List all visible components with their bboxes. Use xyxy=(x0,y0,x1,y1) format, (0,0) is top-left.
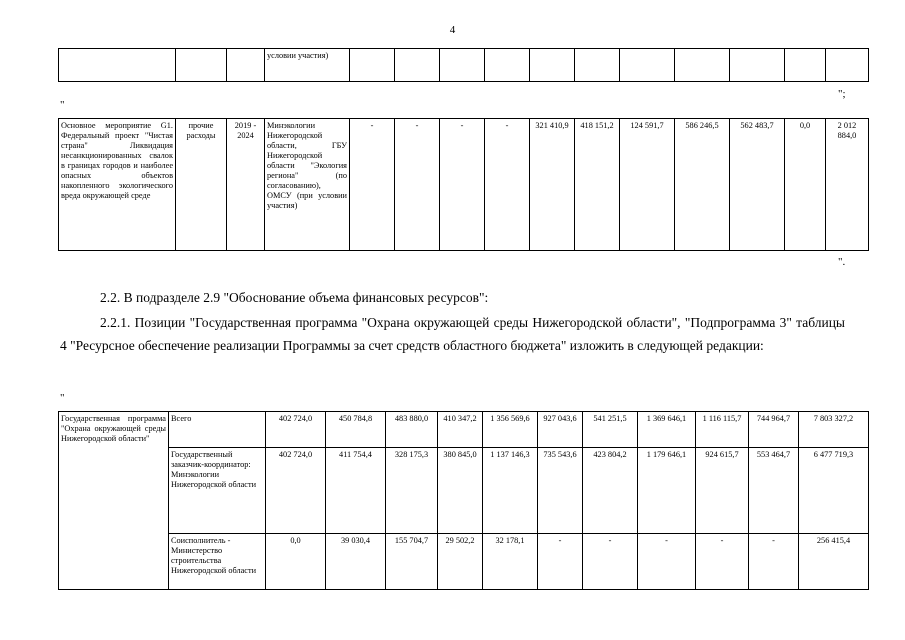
finance-value: 328 175,3 xyxy=(386,448,438,534)
finance-table xyxy=(58,411,869,590)
top-table-fragment xyxy=(58,48,869,82)
finance-value: 1 179 646,1 xyxy=(638,448,696,534)
finance-value: - xyxy=(638,534,696,590)
finance-row xyxy=(59,412,869,448)
activity-value: 586 246,5 xyxy=(675,119,730,251)
finance-value: 541 251,5 xyxy=(583,412,638,448)
finance-value: 39 030,4 xyxy=(326,534,386,590)
activity-value: 0,0 xyxy=(785,119,826,251)
activity-value: 562 483,7 xyxy=(730,119,785,251)
page-number: 4 xyxy=(449,24,456,36)
activity-executor: Минэкологии Нижегородской области, ГБУ Нижегородской области "Экология региона" (по согласованию), ОМСУ (при условии участия) xyxy=(265,119,350,251)
finance-value: 410 347,2 xyxy=(438,412,483,448)
finance-value: 155 704,7 xyxy=(386,534,438,590)
finance-row xyxy=(59,534,869,590)
activity-value: 124 591,7 xyxy=(620,119,675,251)
quote-close-2: ". xyxy=(838,256,846,268)
finance-value: 1 137 146,3 xyxy=(483,448,538,534)
activity-period: 2019 - 2024 xyxy=(227,119,265,251)
activity-value: - xyxy=(395,119,440,251)
finance-value: 1 116 115,7 xyxy=(696,412,749,448)
top-cell-expense xyxy=(176,49,227,82)
activity-table xyxy=(58,118,869,251)
finance-value: - xyxy=(696,534,749,590)
activity-value: 418 151,2 xyxy=(575,119,620,251)
finance-value: 402 724,0 xyxy=(266,412,326,448)
program-name: Государственная программа "Охрана окружающей среды Нижегородской области" xyxy=(59,412,169,590)
finance-value: 256 415,4 xyxy=(799,534,869,590)
finance-value: 1 356 569,6 xyxy=(483,412,538,448)
finance-value: 927 043,6 xyxy=(538,412,583,448)
finance-value: 735 543,6 xyxy=(538,448,583,534)
finance-value: 29 502,2 xyxy=(438,534,483,590)
finance-value: 924 615,7 xyxy=(696,448,749,534)
finance-value: 553 464,7 xyxy=(749,448,799,534)
row-label: Соисполнитель - Министерство строительства Нижегородской области xyxy=(169,534,266,590)
quote-close-1: "; xyxy=(838,88,846,100)
top-cell-executor: условии участия) xyxy=(265,49,350,82)
quote-open-2: " xyxy=(60,392,65,404)
finance-value: 7 803 327,2 xyxy=(799,412,869,448)
finance-value: 380 845,0 xyxy=(438,448,483,534)
finance-value: - xyxy=(538,534,583,590)
activity-value: 321 410,9 xyxy=(530,119,575,251)
finance-value: 483 880,0 xyxy=(386,412,438,448)
activity-row xyxy=(59,119,869,251)
finance-value: 32 178,1 xyxy=(483,534,538,590)
activity-value: - xyxy=(350,119,395,251)
section-text: 2.2.1. Позиции "Государственная программа "Охрана окружающей среды Нижегородской области", "Подпрограмма 3" таблицы 4 "Ресурсное обеспечение реализации Программы за счет средств областного бюджета" изложить в следующей редакции: xyxy=(60,315,845,353)
finance-row xyxy=(59,448,869,534)
finance-value: 6 477 719,3 xyxy=(799,448,869,534)
finance-value: - xyxy=(583,534,638,590)
finance-value: 450 784,8 xyxy=(326,412,386,448)
finance-value: 411 754,4 xyxy=(326,448,386,534)
top-cell-period xyxy=(227,49,265,82)
row-label: Государственный заказчик-координатор: Минэкологии Нижегородской области xyxy=(169,448,266,534)
finance-value: 1 369 646,1 xyxy=(638,412,696,448)
finance-value: - xyxy=(749,534,799,590)
activity-value: - xyxy=(440,119,485,251)
activity-name: Основное мероприятие G1. Федеральный проект "Чистая страна" Ликвидация несанкционированных свалок в границах городов и наиболее опасных объектов накопленного экологического вреда окружающей среде xyxy=(59,119,176,251)
quote-open-1: " xyxy=(60,99,65,111)
finance-value: 423 804,2 xyxy=(583,448,638,534)
top-cell-name xyxy=(59,49,176,82)
finance-value: 744 964,7 xyxy=(749,412,799,448)
section-heading: 2.2. В подразделе 2.9 "Обоснование объема финансовых ресурсов": xyxy=(100,290,489,305)
activity-expense-type: прочие расходы xyxy=(176,119,227,251)
activity-value: - xyxy=(485,119,530,251)
activity-value: 2 012 884,0 xyxy=(826,119,869,251)
finance-value: 402 724,0 xyxy=(266,448,326,534)
row-label: Всего xyxy=(169,412,266,448)
finance-value: 0,0 xyxy=(266,534,326,590)
